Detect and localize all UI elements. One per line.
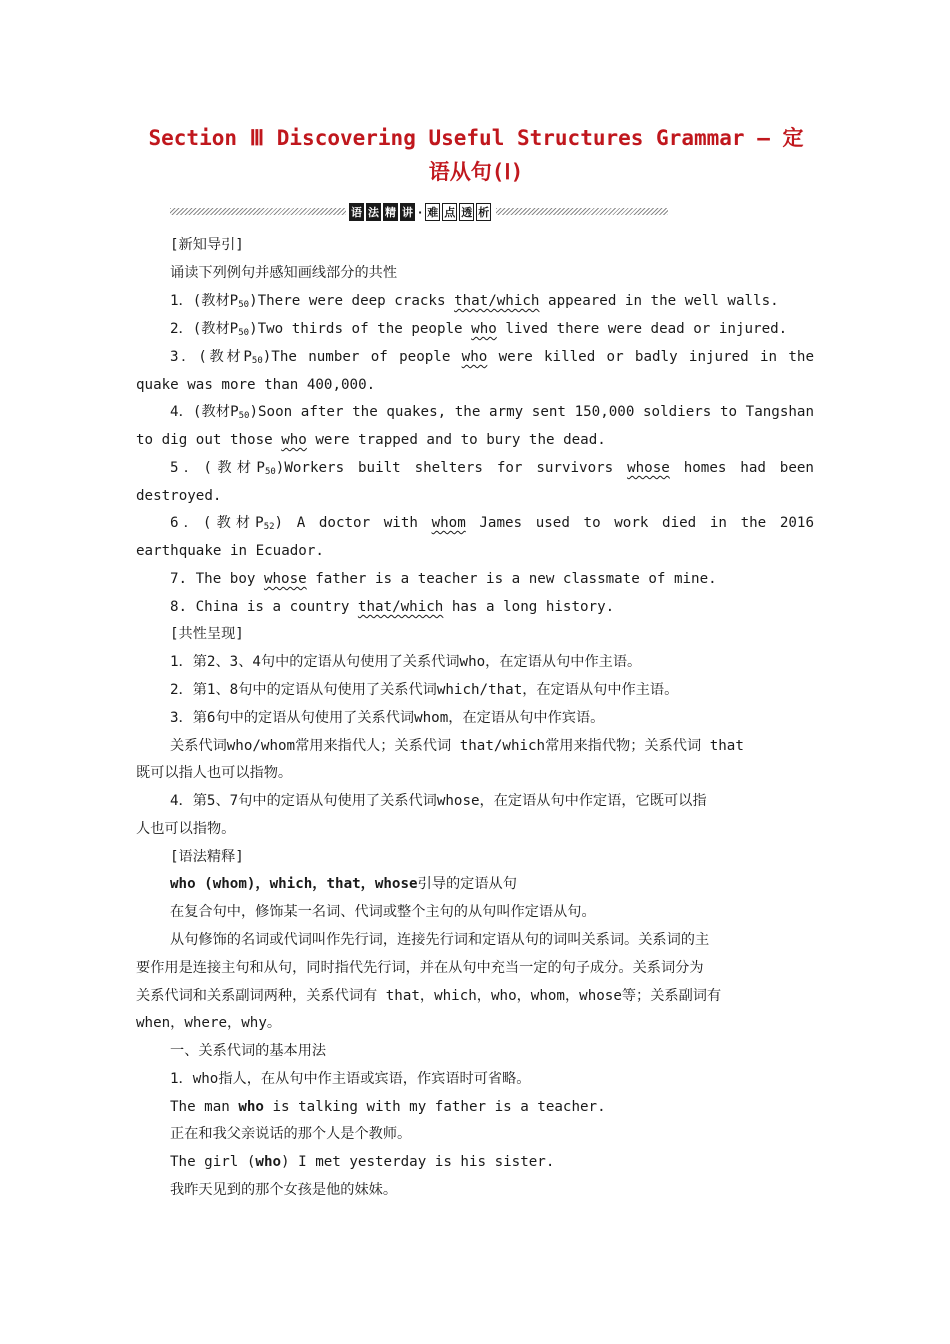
heading-common: [共性呈现] — [170, 626, 244, 642]
grammar-paragraph-2b: 要作用是连接主句和从句，同时指代先行词，并在从句中充当一定的句子成分。关系词分为 — [136, 960, 704, 976]
grammar-heading-rest: 引导的定语从句 — [417, 876, 517, 892]
banner-chip: 点 — [442, 203, 457, 221]
common-point-3: 3．第6句中的定语从句使用了关系代词whom，在定语从句中作宾语。 — [170, 710, 605, 726]
page-ref: P — [229, 321, 239, 337]
example-text: lived there were dead or injured. — [496, 321, 788, 337]
banner-chip: 透 — [459, 203, 474, 221]
underlined-relative: who — [281, 432, 307, 448]
grammar-heading-bold: who (whom)，which，that，whose — [170, 876, 418, 892]
example-text: 8. China is a country — [170, 599, 358, 615]
usage-1: 1．who指人，在从句中作主语或宾语，作宾语时可省略。 — [170, 1071, 531, 1087]
example-6: 6．(教材$P_{52}$) A doctor with whom James used to work died in the 2016 — [170, 515, 814, 532]
example-text: to dig out those — [136, 432, 282, 448]
sample-text: The man — [170, 1099, 239, 1115]
common-note-line2: 既可以指人也可以指物。 — [136, 765, 293, 781]
textbook-label: 教材 — [201, 321, 230, 337]
example-text: appeared in the well walls. — [539, 293, 779, 309]
textbook-label: 教材 — [211, 460, 257, 476]
page-ref-num: 52 — [263, 522, 275, 532]
example-num: 6． — [170, 515, 203, 531]
sample-text: is talking with my father is a teacher. — [263, 1099, 606, 1115]
example-num: 4． — [170, 404, 193, 420]
page-ref: P — [256, 460, 265, 476]
sample-text: ) I met yesterday is his sister. — [281, 1154, 555, 1170]
banner-chip: 语 — [349, 203, 364, 221]
sample-translation-2: 我昨天见到的那个女孩是他的妹妹。 — [170, 1182, 398, 1198]
common-note-line1: 关系代词who/whom常用来指代人；关系代词 that/which常用来指代物；关系代词 that — [170, 738, 744, 754]
example-num: 5． — [170, 460, 204, 476]
example-text: homes had been — [669, 460, 814, 476]
example-text: James used to work died in the 2016 — [465, 515, 814, 531]
example-text: )The number of people — [262, 349, 462, 365]
textbook-label: 教材 — [201, 404, 231, 420]
example-num: 3． — [170, 349, 199, 365]
example-4-cont — [136, 430, 606, 450]
underlined-relative: who — [461, 349, 488, 365]
example-num: 1． — [170, 293, 193, 309]
underlined-relative: whose — [263, 571, 307, 587]
banner-label — [348, 203, 492, 221]
example-text: )There were deep cracks — [249, 293, 455, 309]
page-ref-num: 50 — [238, 300, 250, 310]
grammar-heading — [170, 874, 517, 894]
example-3: 3．(教材$P_{50})The$ number of people who were killed or badly injured in the — [170, 349, 814, 366]
example-7 — [170, 569, 717, 589]
underlined-relative: who — [471, 321, 497, 337]
example-3-cont: quake was more than 400,000. — [136, 377, 376, 393]
example-text: )Workers built shelters for survivors — [275, 460, 628, 476]
banner-chip: 难 — [425, 203, 440, 221]
page-ref-num: 50 — [251, 356, 263, 366]
example-num: 2． — [170, 321, 193, 337]
example-5: 5．(教材$P_{50})Workers$ built shelters for survivors whose homes had been — [170, 460, 814, 477]
underlined-relative: whom — [431, 515, 466, 531]
example-text: were trapped and to bury the dead. — [306, 432, 606, 448]
example-5-cont: destroyed. — [136, 488, 222, 504]
textbook-label: 教材 — [201, 293, 230, 309]
grammar-paragraph-1: 在复合句中，修饰某一名词、代词或整个主句的从句叫作定语从句。 — [170, 904, 596, 920]
heading-grammar: [语法精释] — [170, 849, 244, 865]
page-ref: P — [243, 349, 252, 365]
part-one-heading: 一、关系代词的基本用法 — [170, 1043, 327, 1059]
example-text: father is a teacher is a new classmate of mine. — [306, 571, 717, 587]
example-text: were killed or badly injured in the — [487, 349, 814, 365]
sample-relative: who — [238, 1099, 264, 1115]
example-text: 7. The boy — [170, 571, 264, 587]
common-point-4-cont: 人也可以指物。 — [136, 821, 236, 837]
common-point-4: 4．第5、7句中的定语从句使用了关系代词whose，在定语从句中作定语，它既可以指 — [170, 793, 707, 809]
sample-sentence-1 — [170, 1097, 606, 1117]
banner-chip: 讲 — [400, 203, 415, 221]
grammar-paragraph-2d: when，where，why。 — [136, 1015, 282, 1031]
page-title-line2: 语从句(Ⅰ) — [428, 160, 524, 184]
example-6-cont: earthquake in Ecuador. — [136, 543, 324, 559]
banner-hatch-right — [496, 208, 668, 215]
banner-chip: 精 — [383, 203, 398, 221]
example-text: has a long history. — [443, 599, 615, 615]
example-4: 4．(教材$P_{50})Soon$ after the quakes, the army sent 150,000 soldiers to Tangshan — [170, 404, 814, 421]
sample-text: The girl ( — [170, 1154, 256, 1170]
sample-translation-1: 正在和我父亲说话的那个人是个教师。 — [170, 1126, 412, 1142]
page-title: Section Ⅲ Discovering Useful Structures Grammar — 定 — [148, 126, 804, 150]
example-text: )Two thirds of the people — [249, 321, 472, 337]
underlined-relative: that/which — [357, 599, 444, 615]
instruction-text: 诵读下列例句并感知画线部分的共性 — [170, 265, 398, 281]
banner-chip: 析 — [476, 203, 491, 221]
example-1: 1．(教材$P_{50})There$ were deep cracks that/which appeared in the well walls. — [170, 293, 779, 310]
underlined-relative: whose — [627, 460, 670, 476]
grammar-paragraph-2a: 从句修饰的名词或代词叫作先行词，连接先行词和定语从句的词叫关系词。关系词的主 — [170, 932, 710, 948]
example-text: ) A doctor with — [274, 515, 432, 531]
common-point-2: 2．第1、8句中的定语从句使用了关系代词which/that，在定语从句中作主语。 — [170, 682, 679, 698]
banner-hatch-left — [170, 208, 346, 215]
example-8 — [170, 597, 614, 617]
common-point-1: 1．第2、3、4句中的定语从句使用了关系代词who，在定语从句中作主语。 — [170, 654, 642, 670]
example-text: )Soon after the quakes, the army sent 150,000 soldiers to Tangshan — [249, 404, 814, 420]
section-banner — [170, 203, 668, 221]
banner-chip: 法 — [366, 203, 381, 221]
grammar-paragraph-2c: 关系代词和关系副词两种，关系代词有 that，which，who，whom，whose等；关系副词有 — [136, 988, 722, 1004]
textbook-label: 教材 — [206, 349, 244, 365]
sample-relative: who — [255, 1154, 282, 1170]
page-ref: P — [255, 515, 264, 531]
textbook-label: 教材 — [211, 515, 256, 531]
underlined-relative: that/which — [454, 293, 540, 309]
banner-separator: · — [418, 205, 423, 219]
sample-sentence-2 — [170, 1152, 554, 1172]
page-ref-num: 50 — [264, 467, 276, 477]
page-ref: P — [230, 404, 239, 420]
heading-new-knowledge: [新知导引] — [170, 237, 244, 253]
example-2: 2．(教材$P_{50})Two$ thirds of the people who lived there were dead or injured. — [170, 321, 788, 338]
page-ref-num: 50 — [238, 328, 250, 338]
page-ref: P — [229, 293, 239, 309]
page-ref-num: 50 — [238, 411, 250, 421]
